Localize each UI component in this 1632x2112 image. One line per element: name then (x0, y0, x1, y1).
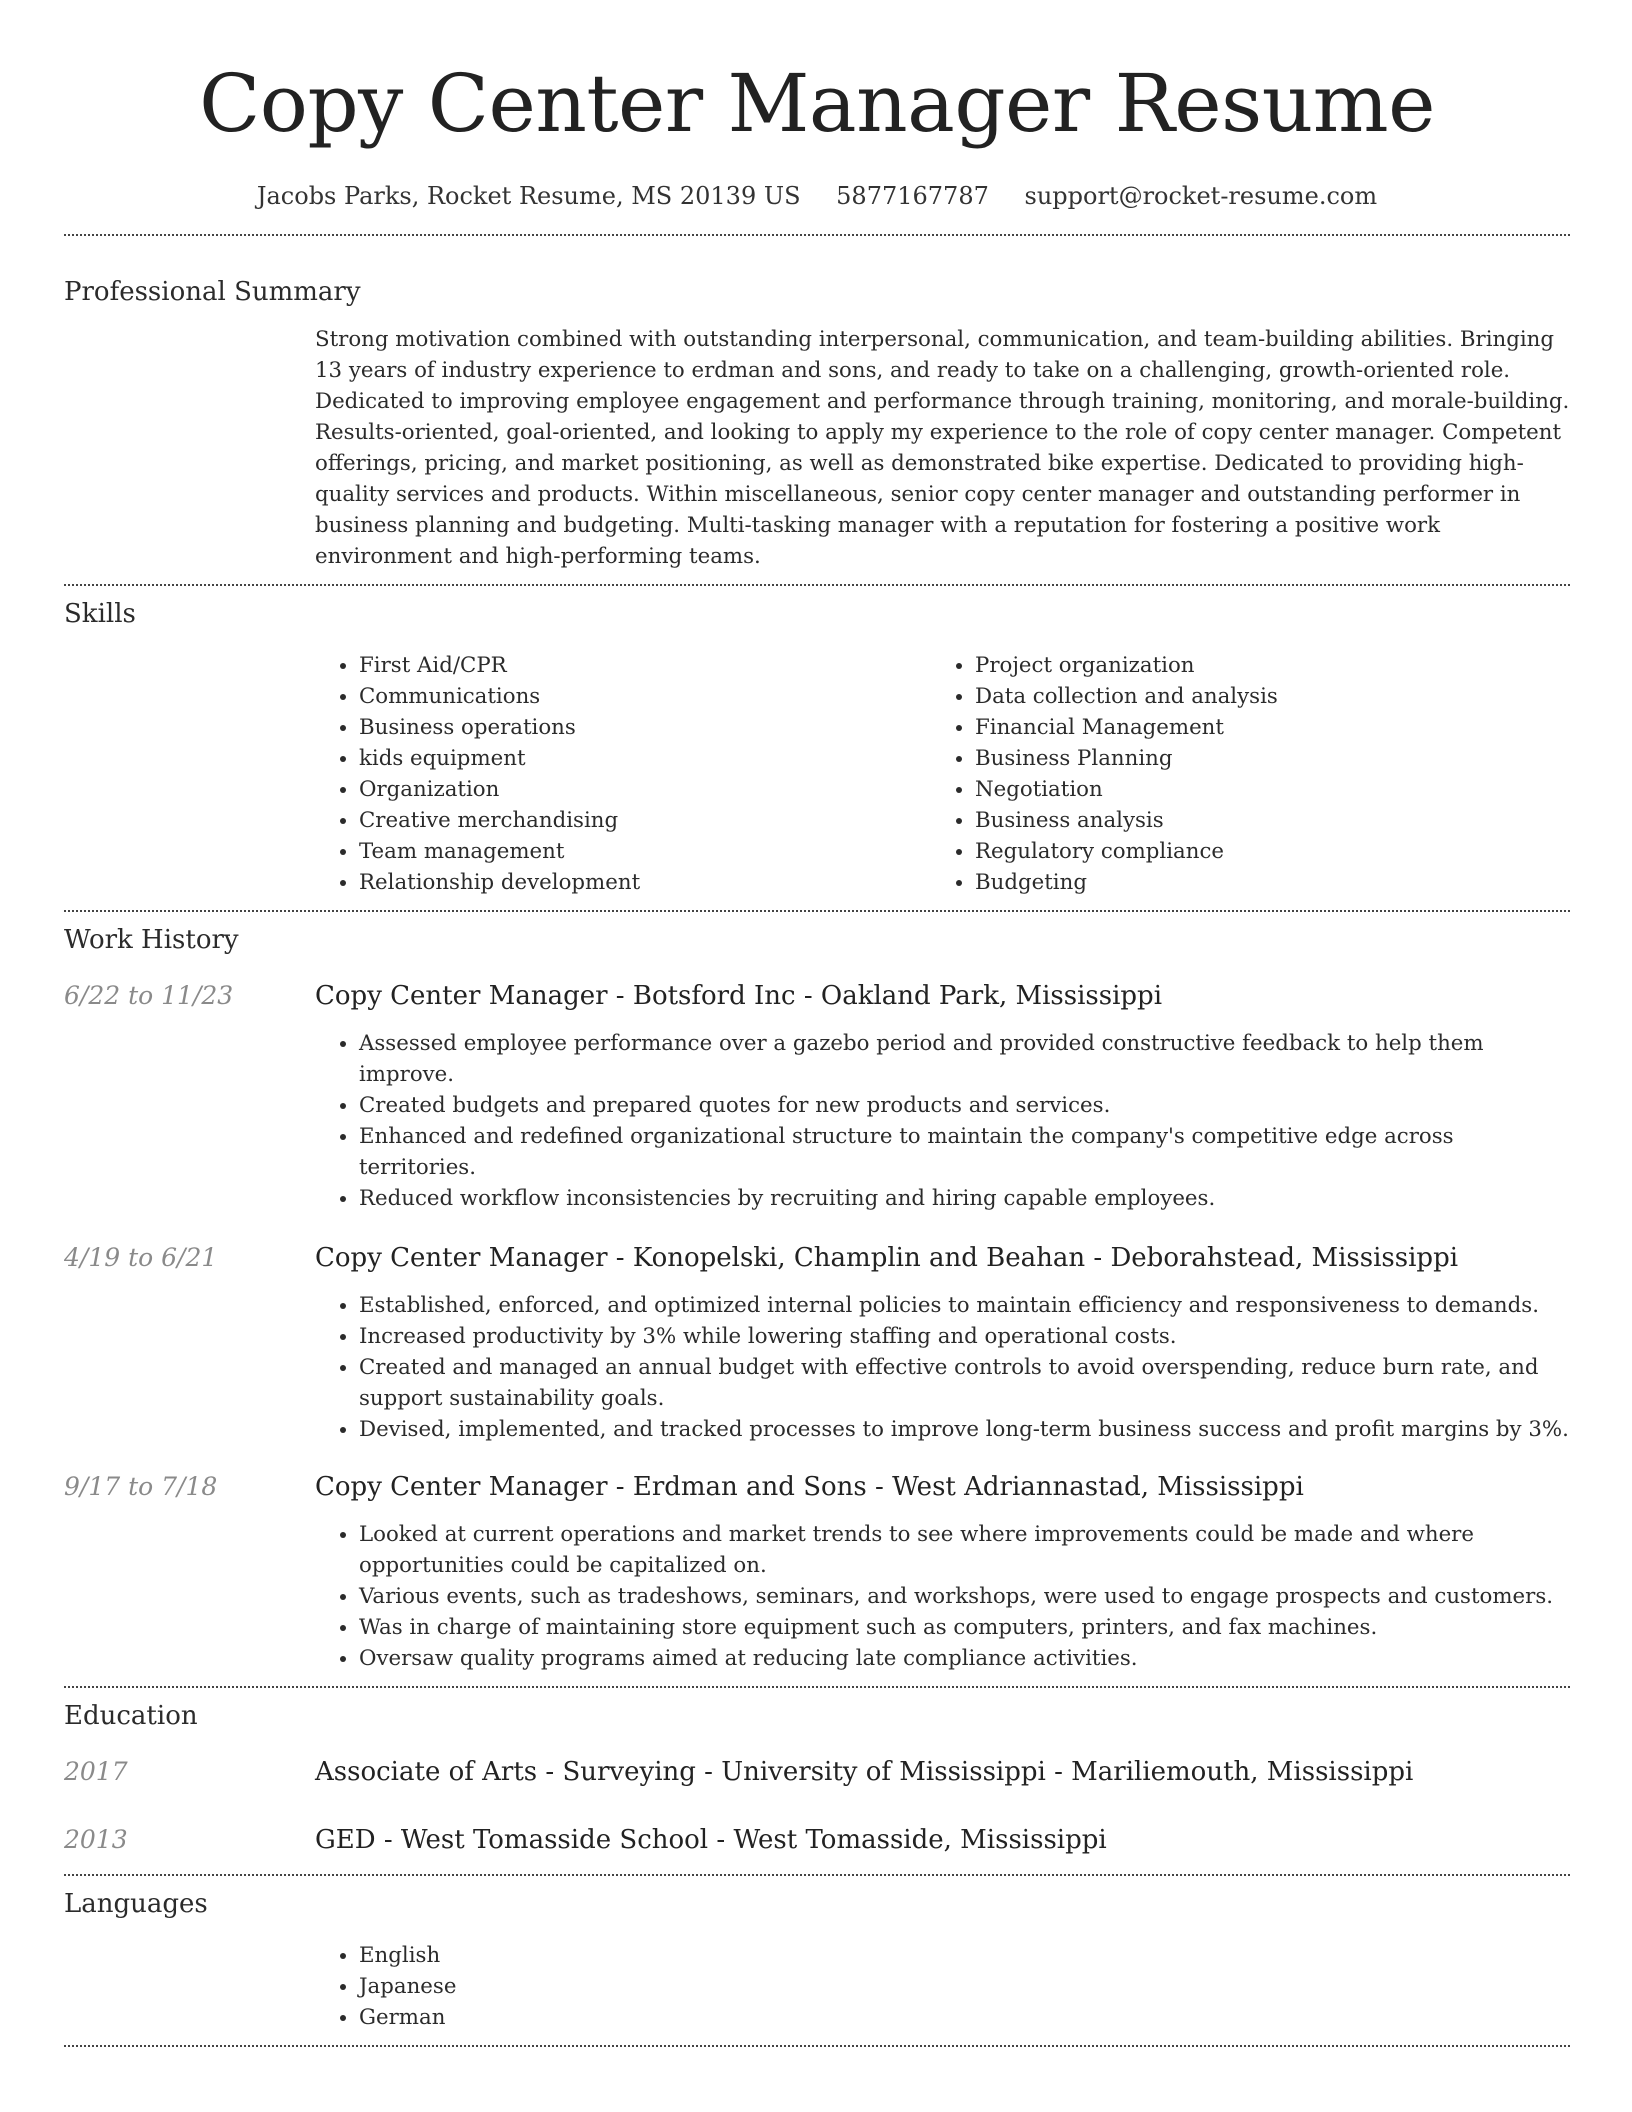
job-bullet: • Various events, such as tradeshows, seminars, and workshops, were used to engage prospects and customers. (359, 1581, 1570, 1612)
languages-list (315, 1940, 1570, 2033)
job-header (64, 978, 1570, 1014)
job-bullet: • Created budgets and prepared quotes for new products and services. (359, 1090, 1570, 1121)
language-item: • English (359, 1940, 1570, 1971)
contact-email[interactable]: support@rocket-resume.com (1024, 182, 1378, 210)
skill-item: • First Aid/CPR (359, 650, 931, 681)
job-entry (64, 1240, 1570, 1445)
education-entry (64, 1754, 1570, 1790)
skill-item: • Team management (359, 836, 931, 867)
divider (64, 1874, 1570, 1876)
job-dates: 9/17 to 7/18 (64, 1472, 218, 1501)
job-bullet: • Reduced workflow inconsistencies by recruiting and hiring capable employees. (359, 1183, 1570, 1214)
divider (64, 584, 1570, 586)
contact-phone[interactable]: 5877167787 (836, 182, 989, 210)
divider (64, 1686, 1570, 1688)
skill-item: • Budgeting (975, 867, 1547, 898)
skill-item: • Business analysis (975, 805, 1547, 836)
skill-item: • Project organization (975, 650, 1547, 681)
job-bullet: • Increased productivity by 3% while lowering staffing and operational costs. (359, 1321, 1570, 1352)
summary-text: Strong motivation combined with outstanding interpersonal, communication, and team-building abilities. Bringing 13 years of industry experience to erdman and sons, and ready to take on a challenging, growth-oriented role. Dedicated to improving employee engagement and performance through training, monitoring, and morale-building. Results-oriented, goal-oriented, and looking to apply my experience to the role of copy center manager. Competent offerings, pricing, and market positioning, as well as demonstrated bike expertise. Dedicated to providing high-quality services and products. Within miscellaneous, senior copy center manager and outstanding performer in business planning and budgeting. Multi-tasking manager with a reputation for fostering a positive work environment and high-performing teams. (315, 327, 1570, 569)
summary-heading: Professional Summary (64, 277, 361, 307)
job-dates: 6/22 to 11/23 (64, 981, 234, 1010)
job-bullet: • Looked at current operations and market trends to see where improvements could be made and where opportunities could be capitalized on. (359, 1519, 1570, 1581)
education-year: 2013 (64, 1825, 128, 1854)
skill-item: • Business Planning (975, 743, 1547, 774)
resume-page (64, 0, 1570, 2047)
job-entry (64, 1469, 1570, 1674)
job-bullet: • Was in charge of maintaining store equipment such as computers, printers, and fax machines. (359, 1612, 1570, 1643)
job-title: Copy Center Manager - Botsford Inc - Oakland Park, Mississippi (315, 981, 1163, 1011)
job-title: Copy Center Manager - Erdman and Sons - West Adriannastad, Mississippi (315, 1472, 1304, 1502)
skills-list (315, 650, 1570, 898)
job-bullets (315, 1290, 1570, 1445)
resume-title: Copy Center Manager Resume (199, 57, 1435, 150)
contact-line (64, 178, 1570, 214)
skill-item: • Creative merchandising (359, 805, 931, 836)
job-bullet: • Established, enforced, and optimized internal policies to maintain efficiency and responsiveness to demands. (359, 1290, 1570, 1321)
skill-item: • Communications (359, 681, 931, 712)
languages-heading: Languages (64, 1889, 208, 1919)
skill-item: • Data collection and analysis (975, 681, 1547, 712)
skill-item: • Relationship development (359, 867, 931, 898)
divider (64, 234, 1570, 236)
job-header (64, 1240, 1570, 1276)
skill-item: • Regulatory compliance (975, 836, 1547, 867)
work-heading: Work History (64, 925, 239, 955)
education-year: 2017 (64, 1757, 128, 1786)
skills-heading: Skills (64, 599, 136, 629)
skill-item: • Organization (359, 774, 931, 805)
job-bullet: • Enhanced and redefined organizational structure to maintain the company's competitive edge across territories. (359, 1121, 1570, 1183)
skill-item: • Financial Management (975, 712, 1547, 743)
job-dates: 4/19 to 6/21 (64, 1243, 218, 1272)
language-item: • German (359, 2002, 1570, 2033)
job-bullet: • Devised, implemented, and tracked processes to improve long-term business success and profit margins by 3%. (359, 1414, 1570, 1445)
job-bullets (315, 1028, 1570, 1214)
job-entry (64, 978, 1570, 1214)
job-bullets (315, 1519, 1570, 1674)
education-title: GED - West Tomasside School - West Tomasside, Mississippi (315, 1825, 1107, 1855)
job-bullet: • Created and managed an annual budget with effective controls to avoid overspending, reduce burn rate, and support sustainability goals. (359, 1352, 1570, 1414)
education-title: Associate of Arts - Surveying - University of Mississippi - Mariliemouth, Mississippi (315, 1757, 1414, 1787)
job-bullet: • Assessed employee performance over a gazebo period and provided constructive feedback to help them improve. (359, 1028, 1570, 1090)
job-header (64, 1469, 1570, 1505)
job-bullet: • Oversaw quality programs aimed at reducing late compliance activities. (359, 1643, 1570, 1674)
divider (64, 2045, 1570, 2047)
skills-column-left (315, 650, 931, 898)
skill-item: • Negotiation (975, 774, 1547, 805)
skill-item: • Business operations (359, 712, 931, 743)
divider (64, 910, 1570, 912)
contact-address: Jacobs Parks, Rocket Resume, MS 20139 US (256, 182, 801, 210)
skills-column-right (931, 650, 1547, 898)
language-item: • Japanese (359, 1971, 1570, 2002)
education-heading: Education (64, 1701, 198, 1731)
skill-item: • kids equipment (359, 743, 931, 774)
job-title: Copy Center Manager - Konopelski, Champlin and Beahan - Deborahstead, Mississippi (315, 1243, 1459, 1273)
education-entry (64, 1822, 1570, 1858)
